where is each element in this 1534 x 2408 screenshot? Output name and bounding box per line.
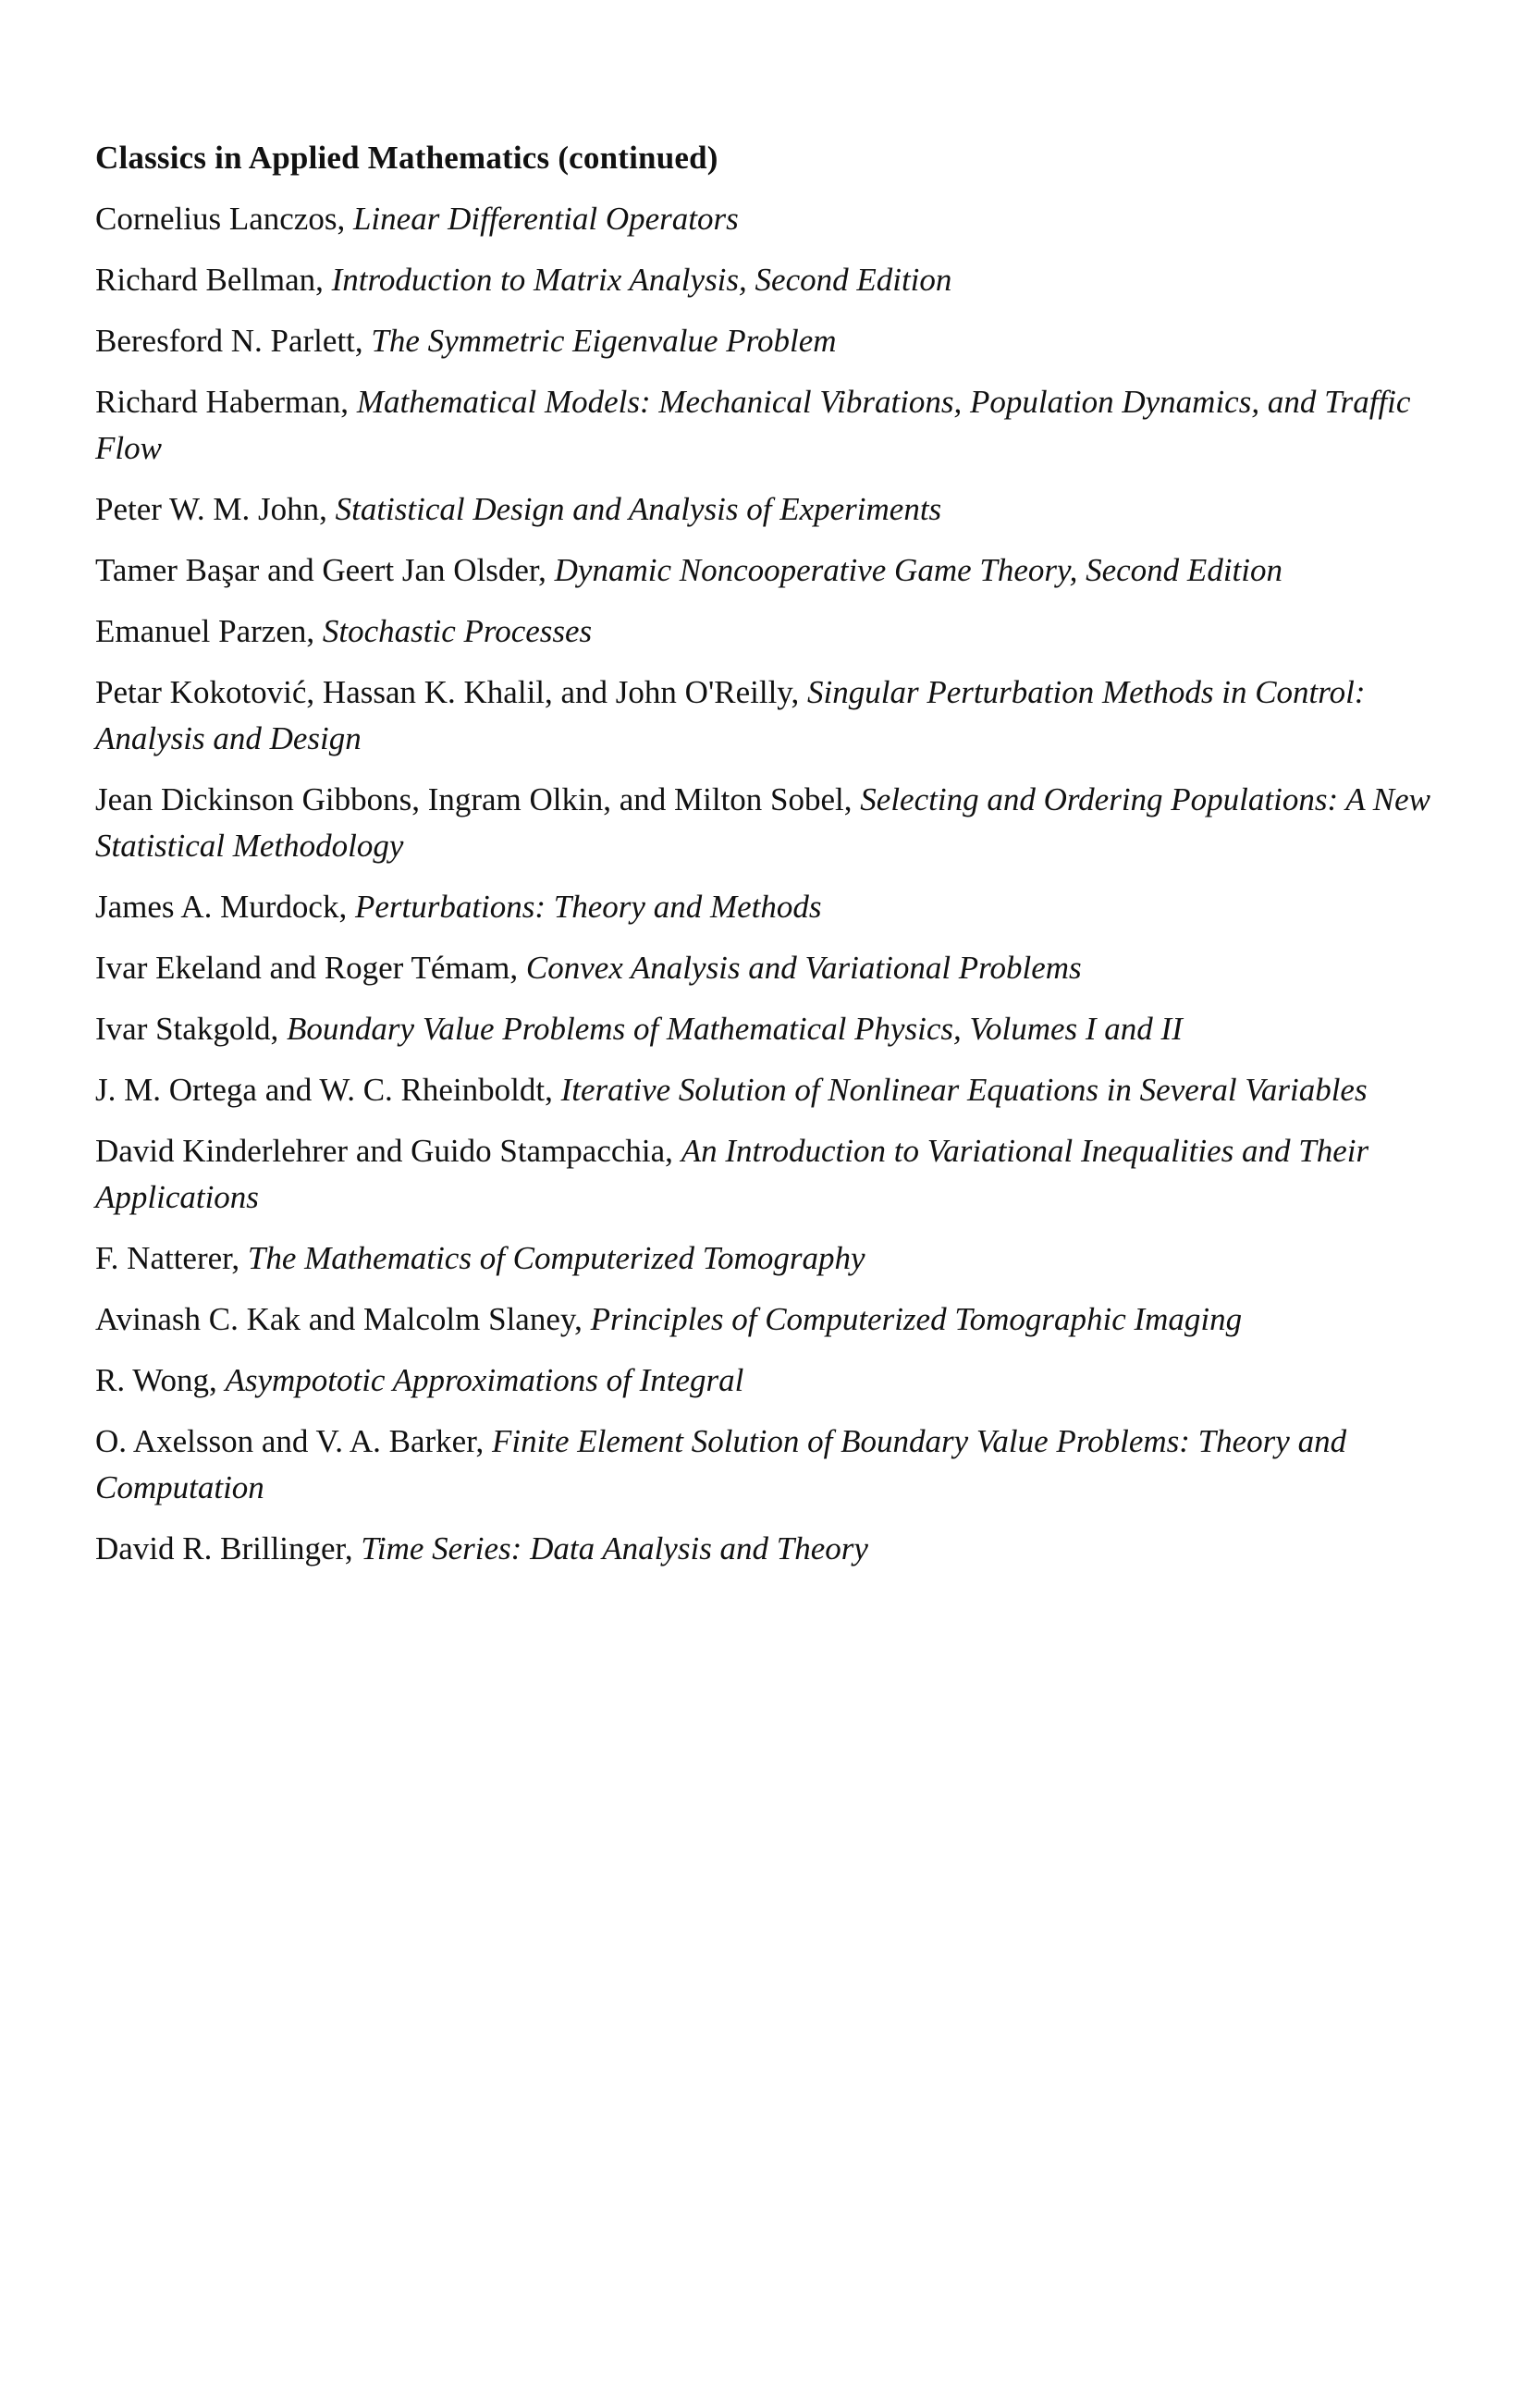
entry-title: Statistical Design and Analysis of Experiments (335, 491, 942, 527)
entry-title: Introduction to Matrix Analysis, Second Edition (331, 262, 952, 298)
list-item (95, 1128, 1482, 1221)
entry-author: David Kinderlehrer and Guido Stampacchia, (95, 1133, 681, 1169)
list-item (95, 1526, 1482, 1572)
entry-title: Asympototic Approximations of Integral (225, 1362, 744, 1398)
entry-author: Richard Bellman, (95, 262, 332, 298)
list-item (95, 1419, 1482, 1511)
list-item (95, 608, 1482, 655)
list-item (95, 1235, 1482, 1282)
entry-title: Principles of Computerized Tomographic Imaging (590, 1301, 1243, 1337)
list-item (95, 1358, 1482, 1404)
list-item (95, 486, 1482, 533)
list-item (95, 257, 1482, 303)
entry-title: Linear Differential Operators (352, 201, 739, 237)
entry-author: Jean Dickinson Gibbons, Ingram Olkin, and Milton Sobel, (95, 781, 861, 817)
entry-author: Petar Kokotović, Hassan K. Khalil, and John O'Reilly, (95, 674, 808, 710)
entry-author: O. Axelsson and V. A. Barker, (95, 1423, 492, 1459)
list-item (95, 670, 1482, 762)
list-item (95, 379, 1482, 472)
entry-title: Selecting and Ordering Populations: A New Statistical Methodology (95, 781, 1430, 864)
entry-author: Beresford N. Parlett, (95, 323, 372, 359)
entry-title: Mathematical Models: Mechanical Vibrations, Population Dynamics, and Traffic Flow (95, 384, 1411, 466)
entry-author: Ivar Stakgold, (95, 1011, 288, 1047)
entry-title: Stochastic Processes (322, 613, 593, 649)
entry-author: Richard Haberman, (95, 384, 357, 420)
entry-author: R. Wong, (95, 1362, 226, 1398)
entry-title: Perturbations: Theory and Methods (354, 889, 822, 925)
list-item (95, 196, 1482, 242)
entry-title: Iterative Solution of Nonlinear Equations in Several Variables (560, 1072, 1368, 1108)
list-item (95, 884, 1482, 930)
list-item (95, 777, 1482, 869)
entry-author: Avinash C. Kak and Malcolm Slaney, (95, 1301, 591, 1337)
list-item (95, 945, 1482, 991)
entry-title: Singular Perturbation Methods in Control: Analysis and Design (95, 674, 1366, 756)
entry-author: Cornelius Lanczos, (95, 201, 353, 237)
list-item (95, 318, 1482, 364)
entry-title: Dynamic Noncooperative Game Theory, Second Edition (554, 552, 1282, 588)
list-item (95, 1296, 1482, 1343)
entry-author: David R. Brillinger, (95, 1530, 362, 1566)
entry-title: Time Series: Data Analysis and Theory (361, 1530, 868, 1566)
book-list-page (95, 135, 1482, 1587)
entry-author: Ivar Ekeland and Roger Témam, (95, 950, 526, 986)
entry-title: Convex Analysis and Variational Problems (525, 950, 1082, 986)
entry-author: Emanuel Parzen, (95, 613, 323, 649)
entry-author: Tamer Başar and Geert Jan Olsder, (95, 552, 555, 588)
entry-author: J. M. Ortega and W. C. Rheinboldt, (95, 1072, 561, 1108)
entry-title: The Symmetric Eigenvalue Problem (371, 323, 837, 359)
list-item (95, 1006, 1482, 1052)
entry-author: F. Natterer, (95, 1240, 248, 1276)
entry-title: Finite Element Solution of Boundary Value Problems: Theory and Computation (95, 1423, 1347, 1505)
list-item (95, 547, 1482, 594)
list-item (95, 1067, 1482, 1113)
entry-author: James A. Murdock, (95, 889, 355, 925)
entry-title: The Mathematics of Computerized Tomography (247, 1240, 865, 1276)
entry-author: Peter W. M. John, (95, 491, 336, 527)
entry-title: Boundary Value Problems of Mathematical Physics, Volumes I and II (287, 1011, 1183, 1047)
entry-title: An Introduction to Variational Inequalities and Their Applications (95, 1133, 1369, 1215)
series-heading: Classics in Applied Mathematics (continued) (95, 140, 718, 176)
